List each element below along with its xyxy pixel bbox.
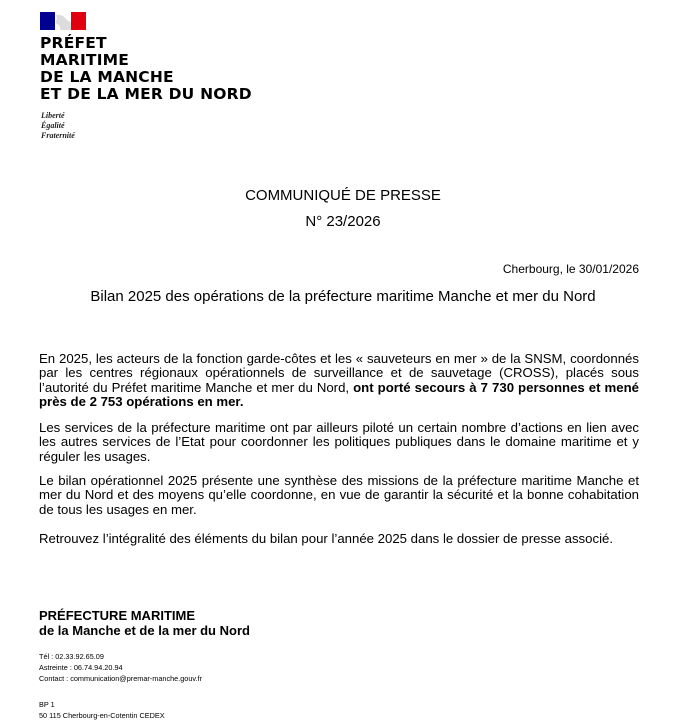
document-type: COMMUNIQUÉ DE PRESSE	[245, 187, 441, 204]
flag-blue-band	[40, 12, 55, 30]
postal-address: 50 115 Cherbourg-en-Cotentin CEDEX	[39, 711, 165, 720]
marianne-flag-logo	[40, 12, 86, 30]
place-date: Cherbourg, le 30/01/2026	[502, 262, 639, 276]
logo-line-3: DE LA MANCHE	[40, 68, 174, 86]
motto-liberte: Liberté	[41, 111, 65, 120]
logo-line-2: MARITIME	[40, 51, 130, 69]
paragraph-1-text: En 2025, les acteurs de la fonction garde-côtes et les « sauveteurs en mer » de la SNSM, coordonnés par les centres régionaux opérationnels de surveillance et de sauvetage (CROSS), placés sous l’autorité du Préfet maritime Manche et mer du Nord,	[39, 351, 639, 395]
org-name: PRÉFECTURE MARITIME	[39, 608, 195, 623]
org-subtitle: de la Manche et de la mer du Nord	[39, 623, 250, 638]
paragraph-2: Les services de la préfecture maritime ont par ailleurs piloté un certain nombre d’actions en lien avec les autres services de l’Etat pour coordonner les politiques publiques dans le domaine maritime et y réguler les usages.	[39, 420, 639, 464]
logo-line-4: ET DE LA MER DU NORD	[40, 85, 252, 103]
motto-egalite: Égalité	[41, 121, 65, 130]
contact-astreinte: Astreinte : 06.74.94.20.94	[39, 663, 123, 672]
motto-fraternite: Fraternité	[41, 131, 75, 140]
paragraph-1	[39, 352, 639, 410]
paragraph-4: Retrouvez l’intégralité des éléments du bilan pour l’année 2025 dans le dossier de presse associé.	[39, 531, 614, 546]
contact-tel: Tél : 02.33.92.65.09	[39, 652, 104, 661]
postal-box: BP 1	[39, 700, 55, 709]
logo-line-1: PRÉFET	[40, 34, 107, 52]
paragraph-3: Le bilan opérationnel 2025 présente une synthèse des missions de la préfecture maritime Manche et mer du Nord et des moyens qu’elle coordonne, en vue de garantir la sécurité et la bonne cohabitation de tous les usages en mer.	[39, 473, 639, 517]
flag-red-band	[71, 12, 86, 30]
contact-email: Contact : communication@premar-manche.gouv.fr	[39, 674, 203, 683]
document-subject: Bilan 2025 des opérations de la préfecture maritime Manche et mer du Nord	[90, 288, 596, 305]
paragraph-1-highlight: ont porté secours à 7 730 personnes et mené près de 2 753 opérations en mer.	[39, 379, 639, 410]
document-number: N° 23/2026	[305, 213, 381, 230]
